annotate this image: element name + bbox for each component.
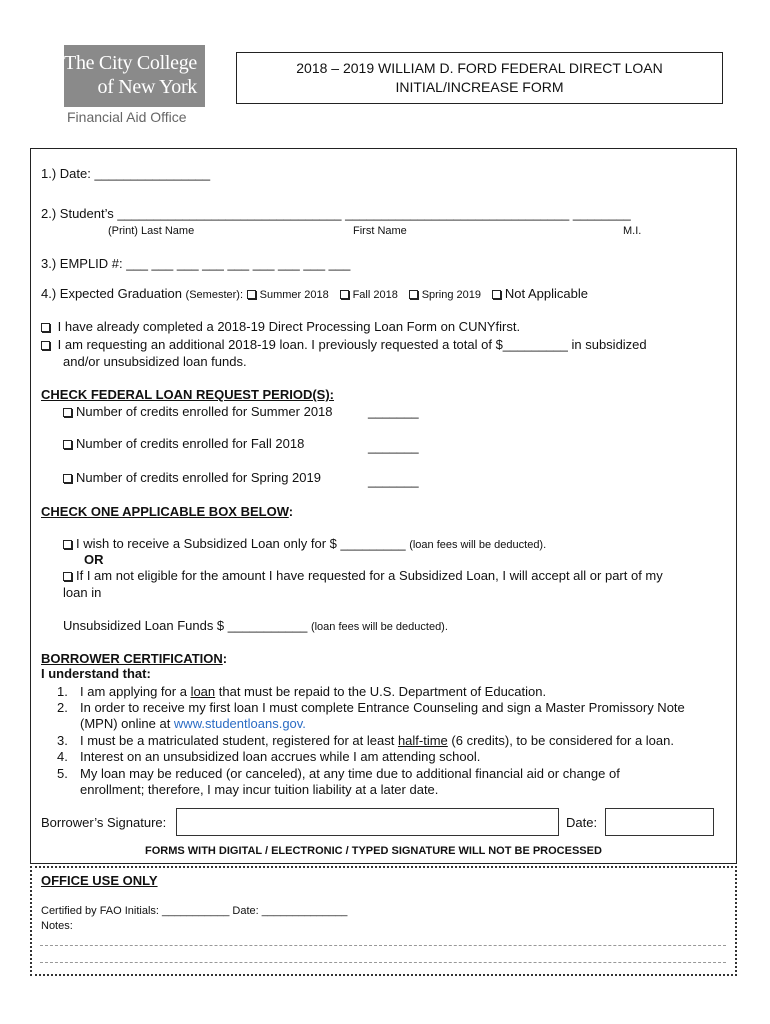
certification-heading: BORROWER CERTIFICATION: bbox=[41, 651, 228, 666]
checkbox-icon[interactable] bbox=[63, 408, 72, 417]
period-fall-credits[interactable]: _______ bbox=[368, 439, 419, 454]
mi-caption: M.I. bbox=[623, 225, 642, 237]
checkbox-icon[interactable] bbox=[41, 341, 50, 350]
loan-choice-heading: CHECK ONE APPLICABLE BOX BELOW: bbox=[41, 504, 294, 519]
signature-notice: FORMS WITH DIGITAL / ELECTRONIC / TYPED SIGNATURE WILL NOT BE PROCESSED bbox=[145, 845, 602, 857]
last-name-caption: (Print) Last Name bbox=[108, 225, 195, 237]
cert-item-3: I must be a matriculated student, registered for at least half-time (6 credits), to be considered for a loan. bbox=[80, 733, 674, 748]
cert-item-3-number: 3. bbox=[57, 733, 68, 748]
notes-label: Notes: bbox=[41, 920, 73, 932]
student-name-field[interactable]: 2.) Student’s _______________________________ _______________________________ ________ bbox=[41, 206, 631, 221]
signature-label: Borrower’s Signature: bbox=[41, 815, 167, 830]
form-title-line1: 2018 – 2019 WILLIAM D. FORD FEDERAL DIRECT LOAN bbox=[296, 60, 663, 76]
or-label: OR bbox=[84, 552, 104, 567]
unsubsidized-alternative-option[interactable]: If I am not eligible for the amount I have requested for a Subsidized Loan, I will accept all or part of my bbox=[63, 568, 663, 584]
graduation-label: 4.) Expected Graduation bbox=[41, 286, 182, 301]
checkbox-icon[interactable] bbox=[409, 290, 418, 299]
cert-item-4-number: 4. bbox=[57, 749, 68, 764]
cert-item-5: My loan may be reduced (or canceled), at any time due to additional financial aid or change of bbox=[80, 766, 620, 781]
unsubsidized-alternative-cont: loan in bbox=[63, 585, 102, 600]
first-name-caption: First Name bbox=[353, 225, 407, 237]
subsidized-fee-note: (loan fees will be deducted). bbox=[409, 539, 547, 551]
emplid-field[interactable]: 3.) EMPLID #: ___ ___ ___ ___ ___ ___ ___ ___ ___ bbox=[41, 256, 351, 271]
grad-option-summer[interactable]: Summer 2018 bbox=[247, 289, 329, 301]
fao-certified-field[interactable]: Certified by FAO Initials: ___________ Date: ______________ bbox=[41, 905, 348, 917]
checkbox-icon[interactable] bbox=[63, 474, 72, 483]
form-title-line2: INITIAL/INCREASE FORM bbox=[395, 79, 564, 95]
completed-form-option[interactable]: I have already completed a 2018-19 Direct Processing Loan Form on CUNYfirst. bbox=[41, 319, 520, 335]
date-field[interactable]: 1.) Date: ________________ bbox=[41, 166, 211, 181]
unsubsidized-amount-field[interactable]: Unsubsidized Loan Funds $ ___________ (loan fees will be deducted). bbox=[63, 618, 448, 633]
checkbox-icon[interactable] bbox=[340, 290, 349, 299]
checkbox-icon[interactable] bbox=[63, 540, 72, 549]
cert-item-2: In order to receive my first loan I must complete Entrance Counseling and sign a Master Promissory Note bbox=[80, 700, 685, 715]
unsubsidized-fee-note: (loan fees will be deducted). bbox=[310, 621, 448, 633]
cert-item-2-cont: (MPN) online at www.studentloans.gov. bbox=[80, 716, 306, 731]
logo-line1: The City College bbox=[64, 52, 197, 74]
period-spring-credits[interactable]: _______ bbox=[368, 473, 419, 488]
checkbox-icon[interactable] bbox=[41, 323, 50, 332]
grad-option-spring[interactable]: Spring 2019 bbox=[409, 289, 481, 301]
cert-item-5-number: 5. bbox=[57, 766, 68, 781]
subsidized-only-option[interactable]: I wish to receive a Subsidized Loan only for $ _________ (loan fees will be deducted). bbox=[63, 536, 546, 553]
period-spring[interactable]: Number of credits enrolled for Spring 2019 bbox=[63, 470, 321, 486]
period-summer-credits[interactable]: _______ bbox=[368, 404, 419, 419]
financial-aid-office-label: Financial Aid Office bbox=[67, 109, 187, 125]
notes-line-2[interactable] bbox=[40, 962, 726, 963]
checkbox-icon[interactable] bbox=[63, 572, 72, 581]
grad-option-not-applicable[interactable]: Not Applicable bbox=[492, 286, 588, 301]
form-title bbox=[236, 52, 723, 104]
signature-field[interactable] bbox=[176, 808, 559, 836]
cert-item-2-number: 2. bbox=[57, 700, 68, 715]
graduation-semester-label: (Semester): bbox=[185, 289, 244, 301]
period-summer[interactable]: Number of credits enrolled for Summer 2018 bbox=[63, 404, 333, 420]
checkbox-icon[interactable] bbox=[63, 440, 72, 449]
cert-item-4: Interest on an unsubsidized loan accrues while I am attending school. bbox=[80, 749, 481, 764]
notes-line-1[interactable] bbox=[40, 945, 726, 946]
understand-label: I understand that: bbox=[41, 666, 151, 681]
cert-item-1: I am applying for a loan that must be repaid to the U.S. Department of Education. bbox=[80, 684, 547, 699]
office-use-heading: OFFICE USE ONLY bbox=[41, 873, 158, 888]
period-fall[interactable]: Number of credits enrolled for Fall 2018 bbox=[63, 436, 304, 452]
expected-graduation-row bbox=[41, 286, 588, 303]
checkbox-icon[interactable] bbox=[492, 290, 501, 299]
logo-line2: of New York bbox=[97, 76, 197, 98]
checkbox-icon[interactable] bbox=[247, 290, 256, 299]
additional-loan-option-cont: and/or unsubsidized loan funds. bbox=[63, 354, 247, 369]
signature-date-field[interactable] bbox=[605, 808, 714, 836]
signature-date-label: Date: bbox=[566, 815, 598, 830]
loan-period-heading: CHECK FEDERAL LOAN REQUEST PERIOD(S): bbox=[41, 387, 334, 402]
studentloans-link[interactable]: www.studentloans.gov. bbox=[173, 716, 306, 731]
college-logo bbox=[64, 45, 205, 107]
additional-loan-option[interactable]: I am requesting an additional 2018-19 loan. I previously requested a total of $_________ in subsidized bbox=[41, 337, 647, 353]
cert-item-5-cont: enrollment; therefore, I may incur tuition liability at a later date. bbox=[80, 782, 439, 797]
grad-option-fall[interactable]: Fall 2018 bbox=[340, 289, 398, 301]
cert-item-1-number: 1. bbox=[57, 684, 68, 699]
